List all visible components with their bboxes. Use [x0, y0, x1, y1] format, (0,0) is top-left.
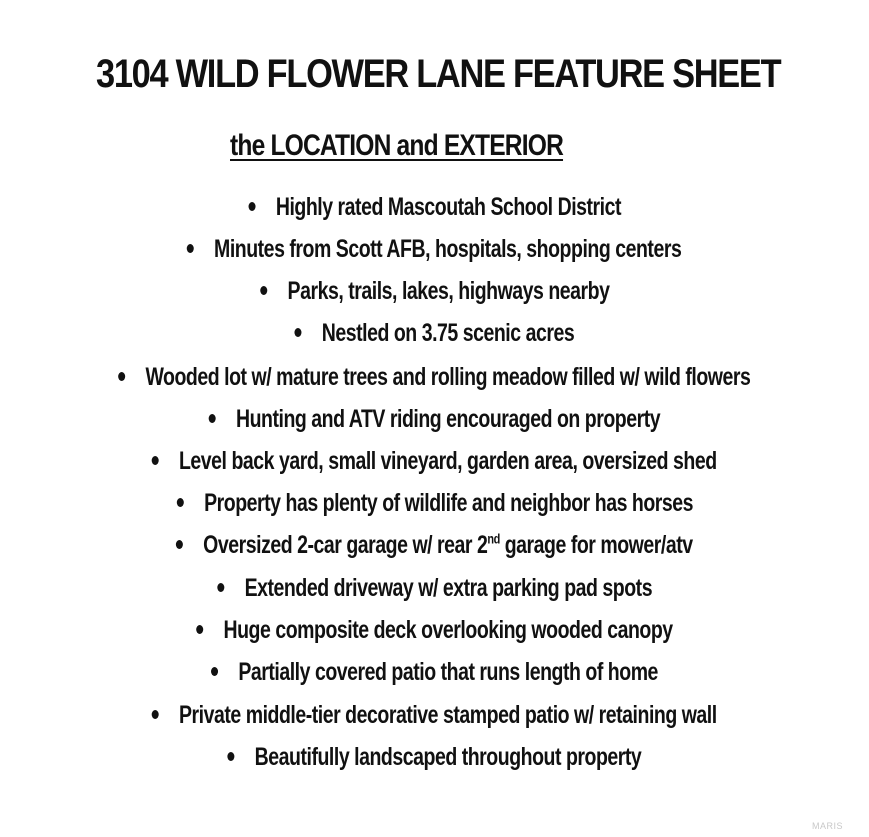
- feature-item: [0, 362, 869, 392]
- feature-item: [0, 234, 869, 264]
- bullet-icon: [248, 202, 255, 211]
- feature-item: [0, 700, 869, 730]
- feature-text: Private middle-tier decorative stamped patio w/ retaining wall: [179, 701, 718, 729]
- feature-item: [0, 446, 869, 476]
- feature-text: Level back yard, small vineyard, garden area, oversized shed: [179, 447, 717, 475]
- document-title: 3104 WILD FLOWER LANE FEATURE SHEET: [96, 52, 781, 96]
- bullet-icon: [176, 540, 183, 549]
- feature-item: [0, 192, 869, 222]
- bullet-icon: [152, 456, 159, 465]
- feature-text: Hunting and ATV riding encouraged on property: [236, 405, 661, 433]
- feature-text: Partially covered patio that runs length of home: [238, 658, 658, 686]
- feature-superscript: nd: [487, 530, 501, 547]
- feature-text: Wooded lot w/ mature trees and rolling meadow filled w/ wild flowers: [145, 363, 751, 391]
- feature-item: [0, 276, 869, 306]
- bullet-icon: [187, 244, 194, 253]
- bullet-icon: [196, 625, 203, 634]
- bullet-icon: [176, 498, 183, 507]
- bullet-icon: [118, 372, 125, 381]
- bullet-icon: [217, 583, 224, 592]
- feature-text: Parks, trails, lakes, highways nearby: [287, 277, 610, 305]
- feature-item: [0, 615, 869, 645]
- bullet-icon: [260, 286, 267, 295]
- feature-text: Property has plenty of wildlife and neighbor has horses: [203, 489, 693, 517]
- feature-text: Minutes from Scott AFB, hospitals, shopping centers: [214, 235, 682, 263]
- bullet-icon: [209, 414, 216, 423]
- feature-text: Huge composite deck overlooking wooded canopy: [223, 616, 673, 644]
- feature-text: Extended driveway w/ extra parking pad spots: [244, 574, 652, 602]
- feature-item: [0, 404, 869, 434]
- feature-text: garage for mower/atv: [500, 531, 693, 559]
- maris-watermark: MARIS: [811, 821, 843, 831]
- feature-item: [0, 318, 869, 348]
- feature-item: [0, 742, 869, 772]
- feature-item: [0, 573, 869, 603]
- feature-item: [0, 657, 869, 687]
- feature-item: [0, 488, 869, 518]
- bullet-icon: [295, 328, 302, 337]
- feature-text: Oversized 2-car garage w/ rear 2: [203, 531, 488, 559]
- feature-text: Beautifully landscaped throughout property: [254, 743, 642, 771]
- bullet-icon: [152, 710, 159, 719]
- bullet-icon: [228, 752, 235, 761]
- feature-text: Nestled on 3.75 scenic acres: [321, 319, 575, 347]
- section-heading: the LOCATION and EXTERIOR: [230, 129, 564, 162]
- feature-item: [0, 530, 869, 560]
- feature-text: Highly rated Mascoutah School District: [275, 193, 621, 221]
- bullet-icon: [211, 667, 218, 676]
